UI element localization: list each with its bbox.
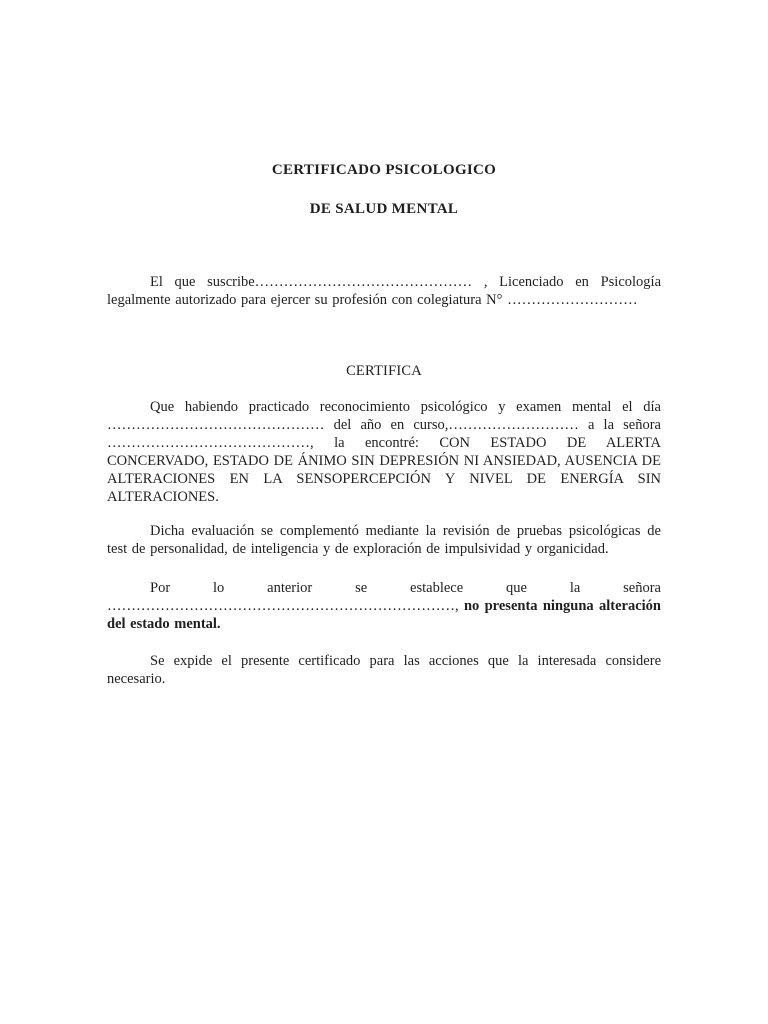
paragraph-intro-suscribe: El que suscribe……………………………………… , Licenciado en Psicología legalmente autorizado para ejercer su profesión con colegiatura N° ……………………… bbox=[107, 274, 661, 308]
conclusion-bold-text: no presenta ninguna alteración del estado mental. bbox=[107, 598, 661, 632]
certifica-heading: CERTIFICA bbox=[346, 363, 422, 379]
paragraph-evaluation-tests: Dicha evaluación se complementó mediante la revisión de pruebas psicológicas de test de personalidad, de inteligencia y de exploración de impulsividad y organicidad. bbox=[107, 523, 661, 557]
paragraph-issuance: Se expide el presente certificado para las acciones que la interesada considere necesario. bbox=[107, 653, 661, 687]
document-header bbox=[107, 161, 661, 219]
document-title-line2: DE SALUD MENTAL bbox=[309, 201, 459, 217]
document-title-line1: CERTIFICADO PSICOLOGICO bbox=[271, 162, 497, 178]
paragraph-conclusion bbox=[107, 579, 661, 633]
paragraph-exam-findings: Que habiendo practicado reconocimiento psicológico y examen mental el día ……………………………………… del año en curso,……………………… a la señora ……………………………………, la encontré: CON ESTADO DE ALERTA CONCERVADO, ESTADO DE ÁNIMO SIN DEPRESIÓN NI ANSIEDAD, AUSENCIA DE ALTERACIONES EN LA SENSOPERCEPCIÓN Y NIVEL DE ENERGÍA SIN ALTERACIONES. bbox=[107, 399, 661, 505]
conclusion-lead-text: Por lo anterior se establece que la señora ………………………………………………………………, bbox=[107, 580, 661, 614]
